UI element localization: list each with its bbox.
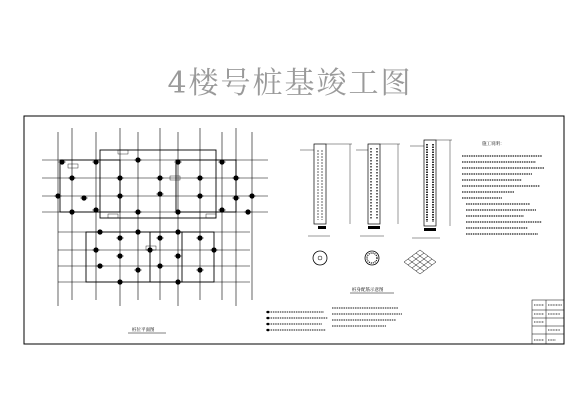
note-text-lines: [462, 156, 544, 234]
pile-plan: [42, 128, 268, 333]
legend-symbol: [267, 323, 270, 326]
sections-caption: 桩身配筋示意图: [352, 288, 384, 293]
drawing-title: 4楼号桩基竣工图: [167, 66, 413, 101]
section-circle-1: [313, 251, 327, 265]
legend-symbol: [267, 329, 270, 332]
plan-label: 桩位平面图: [132, 328, 155, 333]
dim-tag: [108, 214, 118, 218]
title-block: [532, 300, 564, 344]
plan-axis-lines: [42, 128, 268, 306]
plan-outline: [176, 160, 236, 212]
reinforcement-mesh: [404, 250, 436, 274]
dim-tag: [118, 150, 128, 154]
construction-notes: [462, 140, 544, 234]
dim-tag: [68, 164, 78, 168]
pile-section-2: [356, 144, 400, 236]
plan-outline: [86, 232, 182, 282]
pile-section-3: [410, 140, 452, 238]
legend-notes: [266, 308, 402, 331]
plan-piles: [54, 150, 256, 285]
pile-sections: [300, 140, 452, 293]
notes-heading: 施工说明：: [482, 142, 505, 147]
legend-symbol: [267, 311, 270, 314]
dim-tag: [206, 214, 216, 218]
pile-section-1: [300, 144, 352, 236]
legend-symbol: [267, 317, 270, 320]
